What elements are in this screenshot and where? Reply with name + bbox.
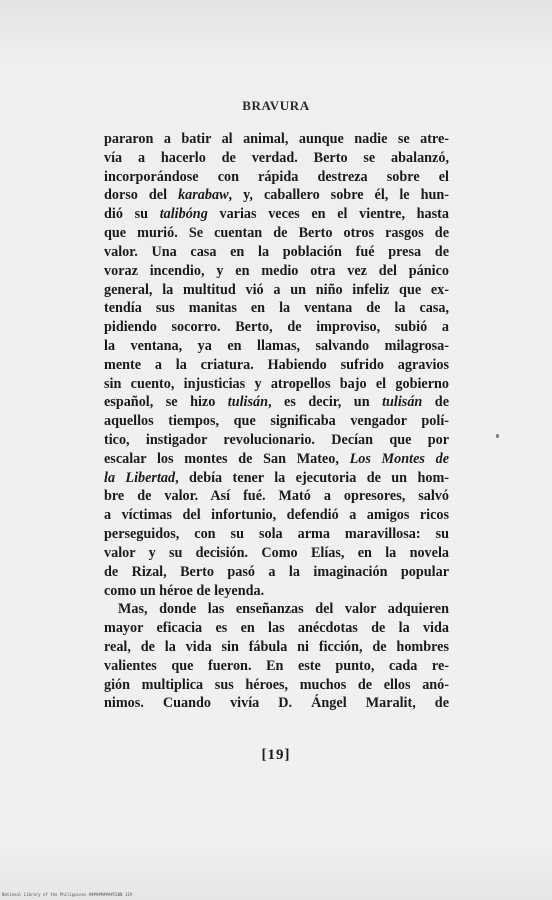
- text-line: mayor eficacia es en las anécdotas de la vida: [104, 620, 449, 637]
- text-line: valor. Una casa en la población fué presa de: [104, 243, 449, 260]
- text-line: pararon a batir al animal, aunque nadie se atre-: [104, 131, 449, 147]
- text-line: tendía sus manitas en la ventana de la casa,: [104, 300, 449, 317]
- text-line: real, de la vida sin fábula ni ficción, de hombres: [104, 638, 449, 655]
- text-line: incorporándose con rápida destreza sobre el: [104, 168, 449, 185]
- body-text: [104, 130, 449, 713]
- scan-footer-note: National Library of the Philippines ##########ISBN 119: [2, 892, 133, 897]
- text-line: como un héroe de leyenda.: [104, 582, 265, 599]
- page-number: [19]: [261, 747, 291, 763]
- text-line: español, se hizo tulisán, es decir, un tulisán de: [104, 394, 449, 411]
- text-line: general, la multitud vió a un niño infeliz que ex-: [104, 281, 449, 298]
- text-line: sin cuento, injusticias y atropellos bajo el gobierno: [104, 375, 449, 392]
- text-line: bre de valor. Así fué. Mató a opresores, salvó: [104, 488, 449, 505]
- text-line: dorso del karabaw, y, caballero sobre él, le hun-: [104, 187, 450, 204]
- text-line: gión multiplica sus héroes, muchos de ellos anó-: [104, 676, 449, 693]
- text-line: aquellos tiempos, que significaba vengador polí-: [104, 413, 449, 430]
- text-line: valientes que fueron. En este punto, cada re-: [104, 657, 449, 674]
- text-line: vía a hacerlo de verdad. Berto se abalanzó,: [104, 149, 449, 166]
- text-line: a víctimas del infortunio, defendió a amigos ricos: [104, 507, 449, 524]
- running-head: BRAVURA: [242, 98, 310, 113]
- text-line: tico, instigador revolucionario. Decían que por: [104, 432, 449, 448]
- text-line: de Rizal, Berto pasó a la imaginación popular: [104, 563, 449, 580]
- text-line: perseguidos, con su sola arma maravillosa: su: [104, 526, 449, 543]
- text-line: mente a la criatura. Habiendo sufrido agravios: [104, 356, 449, 373]
- text-line: que murió. Se cuentan de Berto otros rasgos de: [104, 225, 449, 242]
- text-line: voraz incendio, y en medio otra vez del pánico: [104, 262, 449, 279]
- text-line: Mas, donde las enseñanzas del valor adquieren: [118, 601, 449, 618]
- text-line: dió su talibóng varias veces en el vientre, hasta: [104, 206, 449, 223]
- text-line: la Libertad, debía tener la ejecutoria de un hom-: [104, 469, 449, 486]
- text-line: nimos. Cuando vivía D. Ángel Maralit, de: [104, 695, 449, 712]
- text-line: valor y su decisión. Como Elías, en la novela: [104, 544, 449, 561]
- text-line: la ventana, ya en llamas, salvando milagrosa-: [104, 337, 449, 354]
- ink-speck: [496, 434, 499, 438]
- text-line: pidiendo socorro. Berto, de improviso, subió a: [104, 319, 449, 336]
- text-line: escalar los montes de San Mateo, Los Montes de: [104, 450, 449, 467]
